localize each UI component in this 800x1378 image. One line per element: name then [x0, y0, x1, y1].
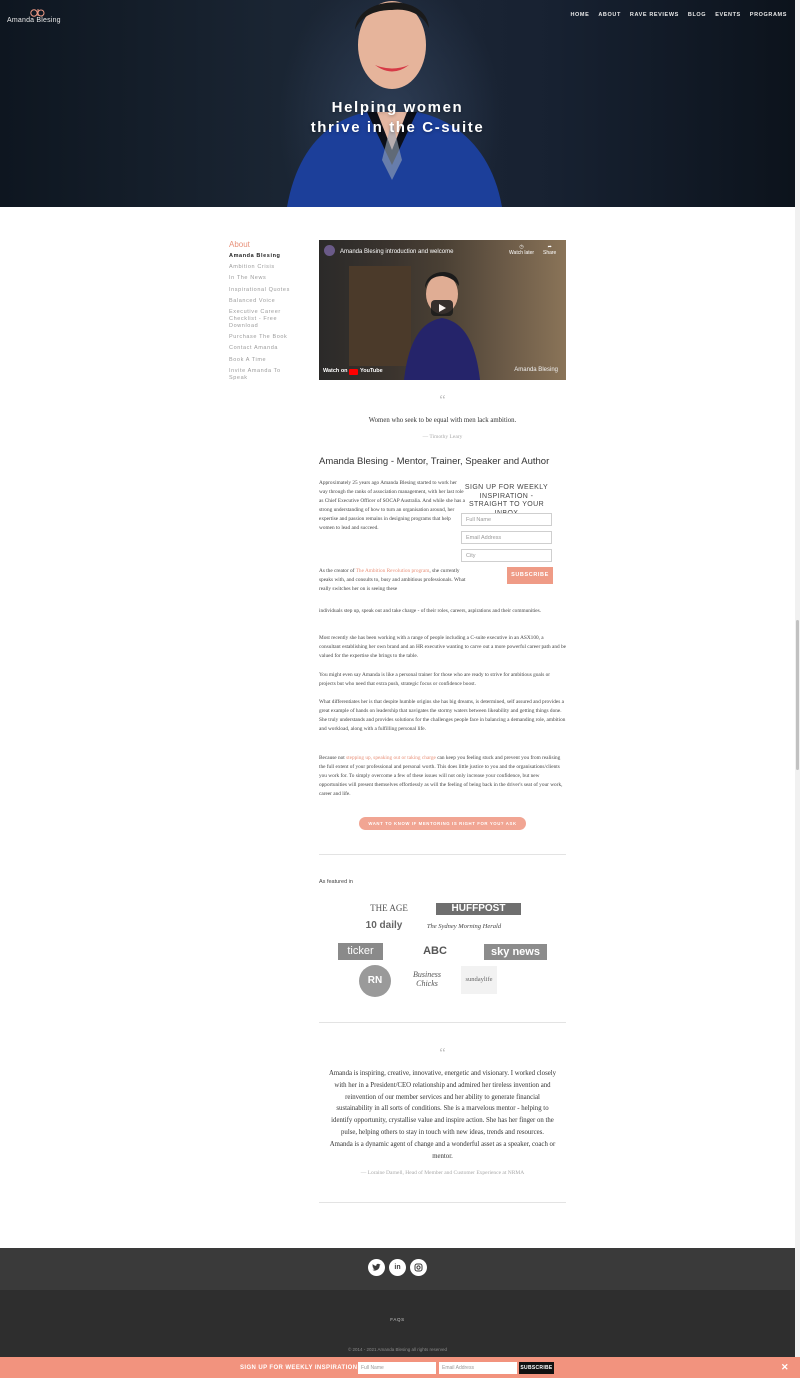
sidebar-item-invite-amanda[interactable]: Invite Amanda To [229, 367, 281, 374]
body-paragraph-1 [319, 479, 466, 532]
linkedin-icon[interactable]: in [389, 1259, 406, 1276]
testimonial-quote-icon: “ [439, 1046, 446, 1061]
paragraph-text: What differentiates her is that despite humble origins she has big dreams, is determined, self assured and provides a great example of hands on leadership that navigates the stormy waters between likeability and getting things done. She truly understands and provides solutions for the challenges people face in balancing a demanding role, ambition and workload, along with a fulfilling personal life. [319, 699, 566, 732]
close-icon[interactable]: ✕ [781, 1362, 789, 1372]
divider [319, 1202, 566, 1203]
nav-programs[interactable]: PROGRAMS [749, 12, 787, 18]
divider [319, 854, 566, 855]
logo-text: Amanda Blesing [7, 17, 61, 24]
sundaylife-logo: sundaylife [461, 966, 497, 994]
sidebar-item-balanced-voice[interactable]: Balanced Voice [229, 297, 276, 304]
email-input[interactable]: Email Address [461, 531, 552, 544]
featured-label: As featured in [319, 879, 353, 885]
video-person [399, 256, 485, 380]
testimonial-line: mentor. [432, 1152, 453, 1160]
10daily-logo: 10 daily [365, 920, 403, 931]
sidebar-item-inspirational-quotes[interactable]: Inspirational Quotes [229, 286, 290, 293]
testimonial-line: with her in a President/CEO relationship and admired her tireless invention and [334, 1081, 551, 1089]
sidebar-title: About [229, 240, 250, 249]
paragraph-text: As the creator of [319, 568, 356, 574]
paragraph-text: Because not [319, 755, 347, 761]
huffpost-logo: HUFFPOST [436, 903, 521, 915]
section-title: Amanda Blesing - Mentor, Trainer, Speaker and Author [319, 456, 550, 467]
paragraph-text: , she currently speaks with, and consults to, busy and ambitious professionals. What really switches her on is seeing these [319, 568, 466, 592]
sky-news-logo: sky news [484, 944, 547, 960]
clock-icon: ◷ [519, 244, 524, 250]
bottom-subscribe-button[interactable]: SUBSCRIBE [519, 1362, 554, 1374]
sidebar-item-contact-amanda[interactable]: Contact Amanda [229, 345, 279, 352]
sidebar-item-book-a-time[interactable]: Book A Time [229, 356, 267, 363]
nav-rave-reviews[interactable]: RAVE REVIEWS [629, 12, 679, 18]
city-input[interactable]: City [461, 549, 552, 562]
sidebar-item-executive-career[interactable]: Executive Career [229, 308, 281, 315]
testimonial-line: pulse, helping others to stay in touch with new ideas, trends and resources. [341, 1128, 544, 1136]
watch-later-label: Watch later [509, 250, 535, 256]
testimonial-text [319, 1068, 566, 1162]
sidebar-item-purchase-the-book[interactable]: Purchase The Book [229, 334, 288, 341]
video-title[interactable]: Amanda Blesing introduction and welcome [340, 249, 454, 255]
smh-logo: The Sydney Morning Herald [426, 923, 502, 930]
bottom-signup-label: SIGN UP FOR WEEKLY INSPIRATION [240, 1365, 358, 1371]
hero-title-line2: thrive in the C-suite [310, 119, 485, 136]
share-label: Share [543, 250, 557, 256]
scrollbar-thumb[interactable] [796, 620, 799, 770]
hero-title-line1: Helping women [331, 99, 464, 116]
hero-title [0, 98, 795, 138]
body-paragraph-4 [319, 671, 566, 689]
signup-title: SIGN UP FOR WEEKLY INSPIRATION - STRAIGHT TO YOUR [464, 484, 549, 509]
business-chicks-logo: Business Chicks [413, 970, 441, 988]
testimonial-line: sustainability in all sorts of conditions. She is a marvelous mentor - helping to [336, 1105, 549, 1113]
nav-blog[interactable]: BLOG [687, 12, 707, 18]
nav-home[interactable]: HOME [570, 12, 590, 18]
video-watermark: Amanda Blesing [514, 367, 558, 373]
body-paragraph-2 [319, 567, 466, 594]
sidebar-item-in-the-news[interactable]: In The News [229, 275, 267, 282]
paragraph-text: can keep you feeling stuck and prevent you from realising the full extent of your professional and personal worth. This does little justice to you and the organisations/clients you work for. To simply overcome a few of these issues will not only increase your confidence, but new opportunities will present themselves effortlessly as will the feeling of being back in the driver's seat of your work, career and life. [319, 755, 563, 797]
abc-logo: ABC [423, 945, 447, 957]
main-nav [561, 12, 787, 18]
quote-text: Women who seek to be equal with men lack ambition. [368, 417, 517, 424]
watch-later-button[interactable] [509, 244, 534, 256]
play-icon[interactable] [431, 300, 453, 316]
body-paragraph-5 [319, 698, 566, 734]
the-age-logo: THE AGE [370, 903, 408, 913]
youtube-icon[interactable] [349, 369, 358, 375]
twitter-icon[interactable] [368, 1259, 385, 1276]
share-icon: ➦ [547, 244, 552, 250]
ambition-revolution-link[interactable]: The Ambition Revolution program [355, 568, 430, 574]
stepping-up-link[interactable]: stepping up, speaking out or taking charge [346, 755, 436, 761]
rn-logo: RN [359, 965, 391, 997]
paragraph-text: individuals step up, speak out and take charge - of their roles, careers, aspirations and their communities. [319, 608, 542, 614]
paragraph-text: You might even say Amanda is like a personal trainer for those who are ready to strive for ambitious goals or projects but who need that extra push, strategic focus or confidence boost. [319, 672, 550, 687]
sidebar-item-ambition-crisis[interactable]: Ambition Crisis [229, 264, 275, 271]
channel-avatar[interactable] [324, 245, 335, 256]
sidebar-item-amanda-blesing[interactable]: Amanda Blesing [229, 253, 281, 259]
share-button[interactable] [543, 244, 556, 256]
sidebar-menu [229, 253, 304, 386]
testimonial-line: identify opportunity, crystallise value and inspire action. She has her finger on the [331, 1117, 554, 1125]
testimonial-line: Amanda is a dynamic agent of change and a wonderful asset as a speaker, coach or [329, 1140, 556, 1148]
sidebar-item-executive-career-line2[interactable]: Checklist - Free [229, 315, 278, 322]
faqs-link[interactable]: FAQS [390, 1317, 405, 1322]
body-paragraph-2-cont [319, 607, 566, 616]
testimonial-author: — Loraine Darnell, Head of Member and Customer Experience at NRMA [360, 1170, 525, 1176]
sidebar-item-executive-career-line3[interactable]: Download [229, 322, 259, 329]
sidebar-item-invite-amanda-line2[interactable]: Speak [229, 374, 248, 381]
quote-mark-icon: “ [439, 393, 446, 408]
bottom-full-name-input[interactable]: Full Name [358, 1362, 436, 1374]
mentoring-cta-button[interactable]: WANT TO KNOW IF MENTORING IS RIGHT FOR YOU? ASK AMANDA [359, 817, 526, 830]
body-paragraph-6 [319, 754, 566, 799]
copyright-text: © 2014 - 2021 Amanda Blesing all rights reserved [347, 1347, 448, 1352]
paragraph-text: Approximately 25 years ago Amanda Blesing started to work her way through the ranks of association management, with her last role as Chief Executive Officer of SOCAP Australia. And while she has a strong understanding of how to turn an organisation around, her expertise and passion remains in designing programs that help women to lead and succeed. [319, 480, 465, 531]
nav-events[interactable]: EVENTS [715, 12, 741, 18]
full-name-input[interactable]: Full Name [461, 513, 552, 526]
bottom-email-input[interactable]: Email Address [439, 1362, 517, 1374]
ticker-logo: ticker [338, 943, 383, 960]
instagram-icon[interactable] [410, 1259, 427, 1276]
testimonial-line: Amanda is inspiring, creative, innovative, energetic and visionary. I worked closely [328, 1070, 557, 1077]
youtube-label[interactable]: YouTube [360, 368, 383, 374]
hero-banner [0, 0, 795, 207]
video-embed[interactable] [319, 240, 566, 380]
paragraph-text: Most recently she has been working with a range of people including a C-suite executive in an ASX100, a consultant establishing her own brand and an HR executive wanting to carve out a more powerful career path and be valued for the expertise she brings to the table. [319, 635, 566, 659]
page-scrollbar[interactable] [795, 0, 800, 1378]
quote-author: — Timothy Leary [422, 434, 463, 440]
testimonial-line: reinvention of our member services and her ability to generate financial [345, 1093, 540, 1101]
divider [319, 1022, 566, 1023]
subscribe-button[interactable]: SUBSCRIBE [507, 567, 553, 584]
nav-about[interactable]: ABOUT [598, 12, 621, 18]
watch-on-label[interactable]: Watch on [323, 368, 348, 374]
body-paragraph-3 [319, 634, 566, 661]
